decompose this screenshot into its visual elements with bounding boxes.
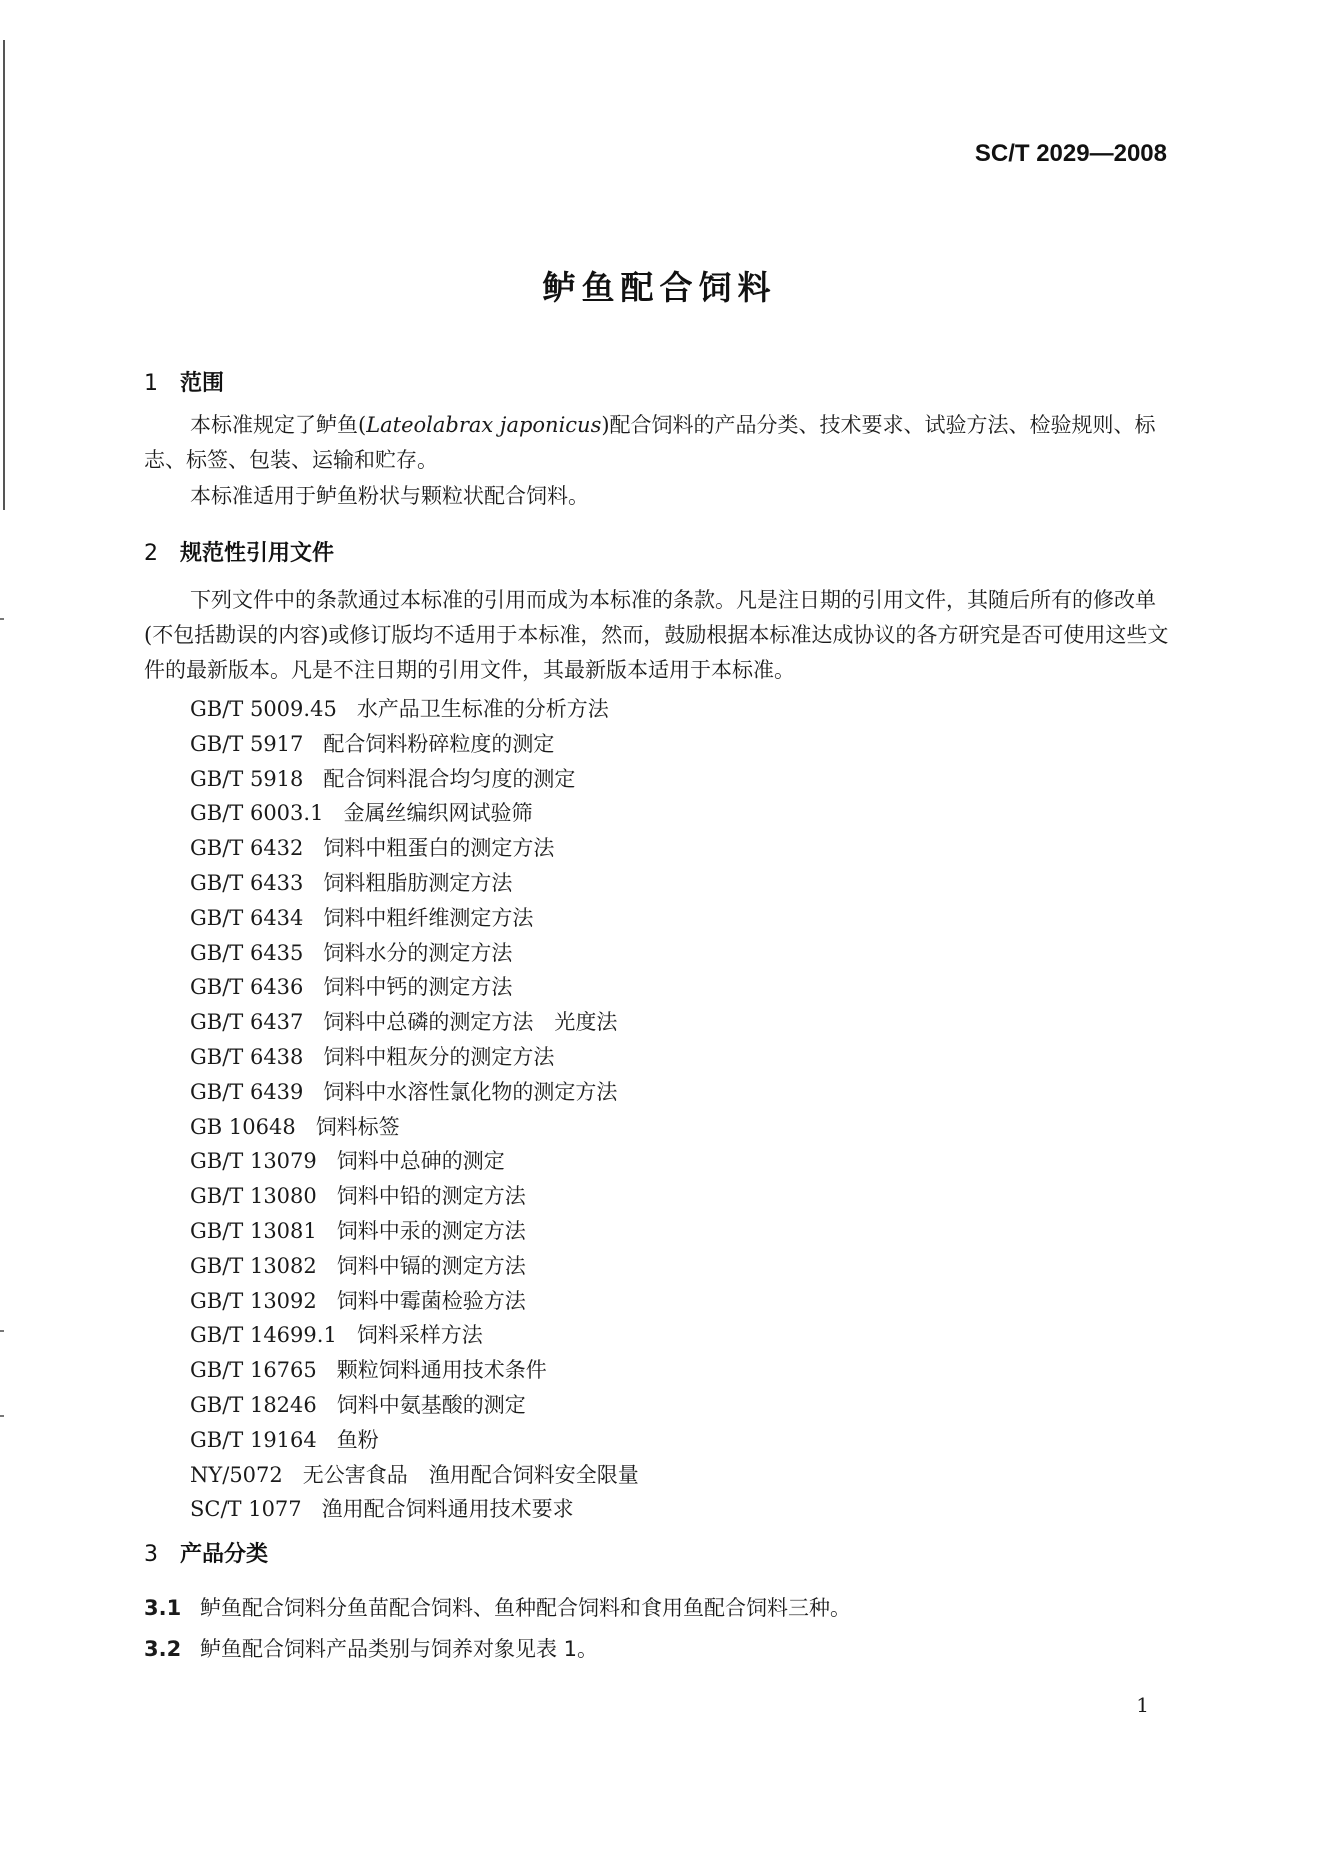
reference-code: GB/T 14699.1 [190,1323,337,1348]
reference-item [190,1040,639,1075]
reference-code: GB/T 5918 [190,766,304,791]
reference-title: 饲料粗脂肪测定方法 [323,870,513,895]
reference-title: 饲料中钙的测定方法 [323,975,513,1000]
reference-title: 饲料水分的测定方法 [323,940,513,965]
page-number: 1 [1136,1693,1149,1717]
reference-item [190,1388,639,1423]
reference-title: 饲料中水溶性氯化物的测定方法 [323,1079,618,1104]
reference-item [190,901,639,936]
applicability-paragraph: 本标准适用于鲈鱼粉状与颗粒状配合饲料。 [190,484,589,508]
clause-text: 鲈鱼配合饲料产品类别与饲养对象见表 1。 [200,1637,599,1661]
reference-item [190,727,639,762]
reference-item [190,692,639,727]
reference-title: 饲料中霉菌检验方法 [336,1288,526,1313]
reference-code: GB/T 6432 [190,836,304,861]
reference-item [190,1353,639,1388]
reference-item [190,1214,639,1249]
reference-title: 饲料中汞的测定方法 [336,1218,526,1243]
reference-title: 饲料采样方法 [356,1323,483,1348]
latin-species-name: Lateolabrax japonicus [366,413,602,437]
reference-code: SC/T 1077 [190,1497,302,1522]
reference-code: NY/5072 [190,1462,283,1487]
reference-code: GB/T 13082 [190,1253,317,1278]
reference-item [190,1179,639,1214]
reference-item [190,1110,639,1145]
clause-3-2 [144,1633,598,1663]
reference-item [190,936,639,971]
reference-title: 饲料中粗蛋白的测定方法 [323,836,555,861]
section-number: 1 [144,371,158,396]
clause-number: 3.2 [144,1637,182,1661]
reference-item [190,762,639,797]
reference-title: 饲料中氨基酸的测定 [336,1392,526,1417]
section-title: 产品分类 [180,1542,269,1567]
reference-code: GB/T 19164 [190,1427,317,1452]
reference-title: 饲料标签 [315,1114,400,1139]
reference-code: GB/T 6435 [190,940,304,965]
reference-item [190,1423,639,1458]
reference-title: 饲料中总砷的测定 [336,1149,505,1174]
reference-item [190,796,639,831]
reference-code: GB/T 13081 [190,1218,317,1243]
reference-title: 无公害食品 渔用配合饲料安全限量 [302,1462,639,1487]
reference-title: 配合饲料粉碎粒度的测定 [323,731,555,756]
clause-number: 3.1 [144,1596,182,1620]
reference-code: GB/T 13092 [190,1288,317,1313]
section-number: 3 [144,1542,158,1567]
reference-code: GB/T 6433 [190,870,304,895]
scan-edge-mark [0,618,4,620]
reference-item [190,970,639,1005]
reference-item [190,866,639,901]
reference-title: 配合饲料混合均匀度的测定 [323,766,576,791]
scope-text: )配合饲料的产品分类、技术要求、试验方法、检验规则、标志、标签、包装、运输和贮存。 [144,413,1156,472]
reference-title: 饲料中粗纤维测定方法 [323,905,534,930]
section-1-heading [144,366,224,397]
reference-item [190,1458,639,1493]
reference-title: 饲料中粗灰分的测定方法 [323,1044,555,1069]
reference-code: GB/T 5009.45 [190,697,337,721]
reference-item [190,1075,639,1110]
reference-code: GB/T 6436 [190,975,304,1000]
reference-code: GB/T 13079 [190,1149,317,1174]
reference-title: 饲料中总磷的测定方法 光度法 [323,1010,618,1035]
clause-text: 鲈鱼配合饲料分鱼苗配合饲料、鱼种配合饲料和食用鱼配合饲料三种。 [200,1596,851,1620]
reference-title: 水产品卫生标准的分析方法 [356,697,609,721]
reference-item [190,1318,639,1353]
reference-code: GB/T 18246 [190,1392,317,1417]
section-number: 2 [144,541,158,566]
reference-item [190,1005,639,1040]
standard-number: SC/T 2029—2008 [974,140,1167,167]
reference-code: GB 10648 [190,1114,296,1139]
reference-code: GB/T 5917 [190,731,304,756]
reference-code: GB/T 6003.1 [190,801,324,826]
clause-3-1 [144,1592,851,1622]
scope-text: 本标准规定了鲈鱼( [190,413,367,437]
reference-title: 鱼粉 [336,1427,379,1452]
reference-title: 饲料中铅的测定方法 [336,1184,526,1209]
reference-list [190,692,639,1527]
reference-title: 金属丝编织网试验筛 [343,801,533,826]
reference-code: GB/T 6439 [190,1079,304,1104]
reference-title: 渔用配合饲料通用技术要求 [321,1497,574,1522]
reference-code: GB/T 6437 [190,1010,304,1035]
scan-edge-mark [0,1330,4,1332]
reference-code: GB/T 6438 [190,1044,304,1069]
reference-code: GB/T 6434 [190,905,304,930]
scan-edge-mark [0,1415,4,1417]
scope-paragraph [144,408,1184,478]
reference-item [190,1249,639,1284]
section-title: 规范性引用文件 [180,541,335,566]
reference-title: 饲料中镉的测定方法 [336,1253,526,1278]
section-3-heading [144,1537,268,1568]
reference-code: GB/T 13080 [190,1184,317,1209]
reference-item [190,1144,639,1179]
reference-code: GB/T 16765 [190,1358,317,1383]
section-2-heading [144,536,334,567]
reference-item [190,1492,639,1527]
reference-title: 颗粒饲料通用技术条件 [336,1358,547,1383]
document-title: 鲈鱼配合饲料 [542,268,777,307]
section-title: 范围 [180,371,225,396]
reference-item [190,831,639,866]
reference-item [190,1284,639,1319]
references-intro-paragraph: 下列文件中的条款通过本标准的引用而成为本标准的条款。凡是注日期的引用文件，其随后所有的修改单(不包括勘误的内容)或修订版均不适用于本标准，然而，鼓励根据本标准达成协议的各方研究是否可使用这些文件的最新版本。凡是不注日期的引用文件，其最新版本适用于本标准。 [144,588,1169,682]
